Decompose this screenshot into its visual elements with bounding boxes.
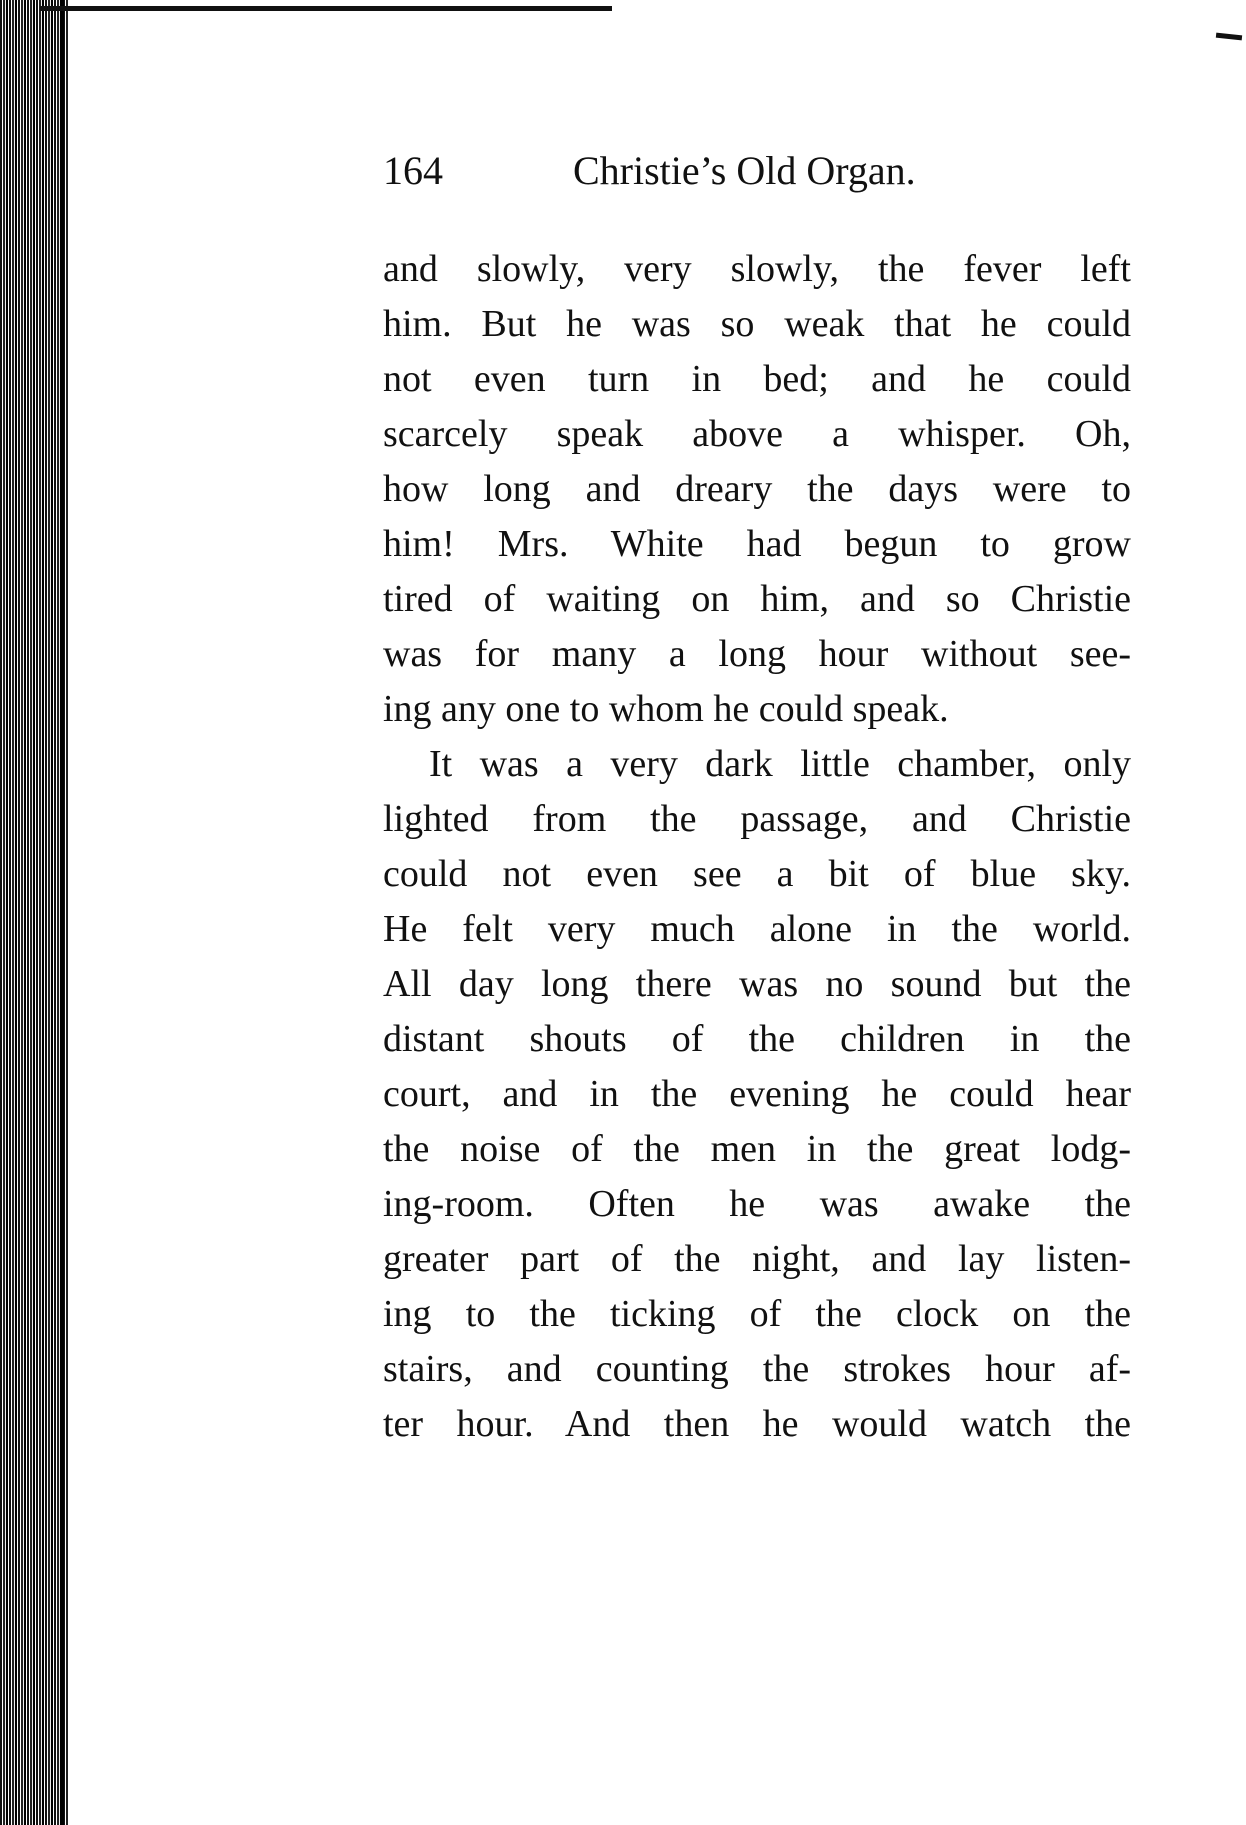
body-text — [383, 242, 1131, 1452]
text-line: and slowly, very slowly, the fever left — [383, 248, 1131, 290]
text-line: him! Mrs. White had begun to grow — [383, 523, 1131, 565]
text-line: was for many a long hour without see- — [383, 633, 1131, 675]
running-head — [383, 143, 1003, 199]
text-line: ing to the ticking of the clock on the — [383, 1293, 1131, 1335]
page-gutter-line — [60, 0, 64, 1825]
text-line: ing-room. Often he was awake the — [383, 1183, 1131, 1225]
top-page-rule — [40, 6, 612, 11]
text-line: could not even see a bit of blue sky. — [383, 853, 1131, 895]
text-line: ter hour. And then he would watch the — [383, 1403, 1131, 1445]
text-line: He felt very much alone in the world. — [383, 908, 1131, 950]
book-title: Christie’s Old Organ. — [573, 148, 916, 193]
text-line: lighted from the passage, and Christie — [383, 798, 1131, 840]
paragraph-1 — [383, 242, 1131, 737]
text-line: scarcely speak above a whisper. Oh, — [383, 413, 1131, 455]
text-line: stairs, and counting the strokes hour af- — [383, 1348, 1131, 1390]
book-binding-edge — [0, 0, 68, 1825]
text-line: distant shouts of the children in the — [383, 1018, 1131, 1060]
page-number: 164 — [383, 148, 443, 193]
corner-mark — [1216, 33, 1242, 41]
text-line: All day long there was no sound but the — [383, 963, 1131, 1005]
text-line: greater part of the night, and lay listen- — [383, 1238, 1131, 1280]
text-line: It was a very dark little chamber, only — [429, 743, 1131, 785]
text-line: not even turn in bed; and he could — [383, 358, 1131, 400]
text-line: the noise of the men in the great lodg- — [383, 1128, 1131, 1170]
paragraph-2 — [383, 737, 1131, 1452]
text-line: tired of waiting on him, and so Christie — [383, 578, 1131, 620]
text-line: ing any one to whom he could speak. — [383, 688, 949, 730]
text-line: court, and in the evening he could hear — [383, 1073, 1131, 1115]
text-line: how long and dreary the days were to — [383, 468, 1131, 510]
text-line: him. But he was so weak that he could — [383, 303, 1131, 345]
